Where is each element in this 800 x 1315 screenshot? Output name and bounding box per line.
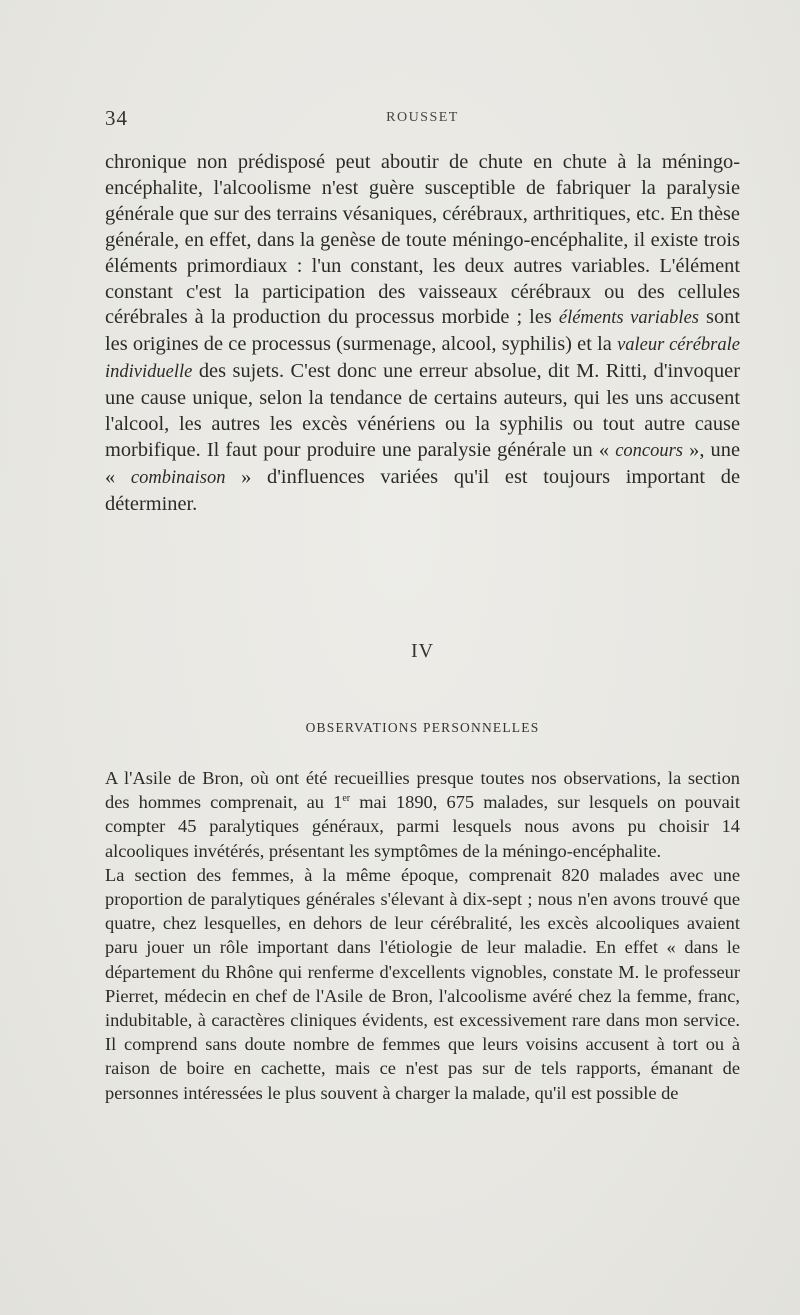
paragraph-1-italic-4: combinaison xyxy=(130,467,226,488)
section-title: OBSERVATIONS PERSONNELLES xyxy=(305,720,540,735)
section-number: IV xyxy=(410,640,435,662)
paragraph-1-italic-2: valeur cérébrale individuelle xyxy=(105,335,740,383)
paragraph-1-text-4: », une « xyxy=(105,438,740,488)
paragraph-1-text-1: chronique non prédisposé peut aboutir de chute en chute à la méningo-encéphalite, l'alcoolisme n'est guère susceptible de fabriquer la paralysie générale que sur des terrains vésaniques, cérébraux, arthritiques, etc. En thèse générale, en effet, dans la genèse de toute méningo-encéphalite, il existe trois éléments primordiaux : l'un constant, les deux autres variables. L'élément constant c'est la participation des vaisseaux cérébraux ou des cellules cérébrales à la production du processus morbide ; les xyxy=(105,151,740,329)
paragraph-2-superscript: er xyxy=(342,793,351,805)
paragraph-2-text-1: A l'Asile de Bron, où ont été recueillies presque toutes nos observations, la section des hommes comprenait, au 1 xyxy=(105,768,740,813)
page-number: 34 xyxy=(105,106,128,130)
paragraph-2 xyxy=(105,766,740,863)
running-head-title: ROUSSET xyxy=(386,110,459,125)
paragraph-1 xyxy=(105,150,740,518)
paragraph-1-text-5: » d'influences variées qu'il est toujours important de déterminer. xyxy=(105,465,740,515)
paragraph-2-text-2: mai 1890, 675 malades, sur lesquels on pouvait compter 45 paralytiques généraux, parmi lesquels nous avons pu choisir 14 alcooliques invétérés, présentant les symptômes de la méningo-encéphalite. xyxy=(105,792,740,861)
paragraph-1-text-3: des sujets. C'est donc une erreur absolue, dit M. Ritti, d'invoquer une cause unique, selon la tendance de certains auteurs, qui les uns accusent l'alcool, les autres les excès vénériens ou la syphilis ou tout autre cause morbifique. Il faut pour produire une paralysie générale un « xyxy=(105,360,740,461)
running-head xyxy=(105,106,740,136)
paragraph-1-italic-1: éléments variables xyxy=(558,308,699,329)
section-body xyxy=(105,766,740,1105)
paragraph-1-text-2: sont les origines de ce processus (surmenage, alcool, syphilis) et la xyxy=(105,306,740,356)
paragraph-3: La section des femmes, à la même époque, comprenait 820 malades avec une proportion de paralytiques générales s'élevant à dix-sept ; nous n'en avons trouvé que quatre, chez lesquelles, en dehors de leur cérébralité, les excès alcooliques avaient paru jouer un rôle important dans l'étiologie de leur maladie. En effet « dans le département du Rhône qui renferme d'excellents vignobles, constate M. le professeur Pierret, médecin en chef de l'Asile de Bron, l'alcoolisme avéré chez la femme, franc, indubitable, à caractères cliniques évidents, est excessivement rare dans mon service. Il comprend sans doute nombre de femmes que leurs voisins accusent à tort ou à raison de boire en cachette, mais ce n'est pas sur de tels rapports, émanant de personnes intéressées le plus souvent à charger la malade, qu'il est possible de xyxy=(105,864,740,1103)
paragraph-1-italic-3: concours xyxy=(615,440,684,461)
